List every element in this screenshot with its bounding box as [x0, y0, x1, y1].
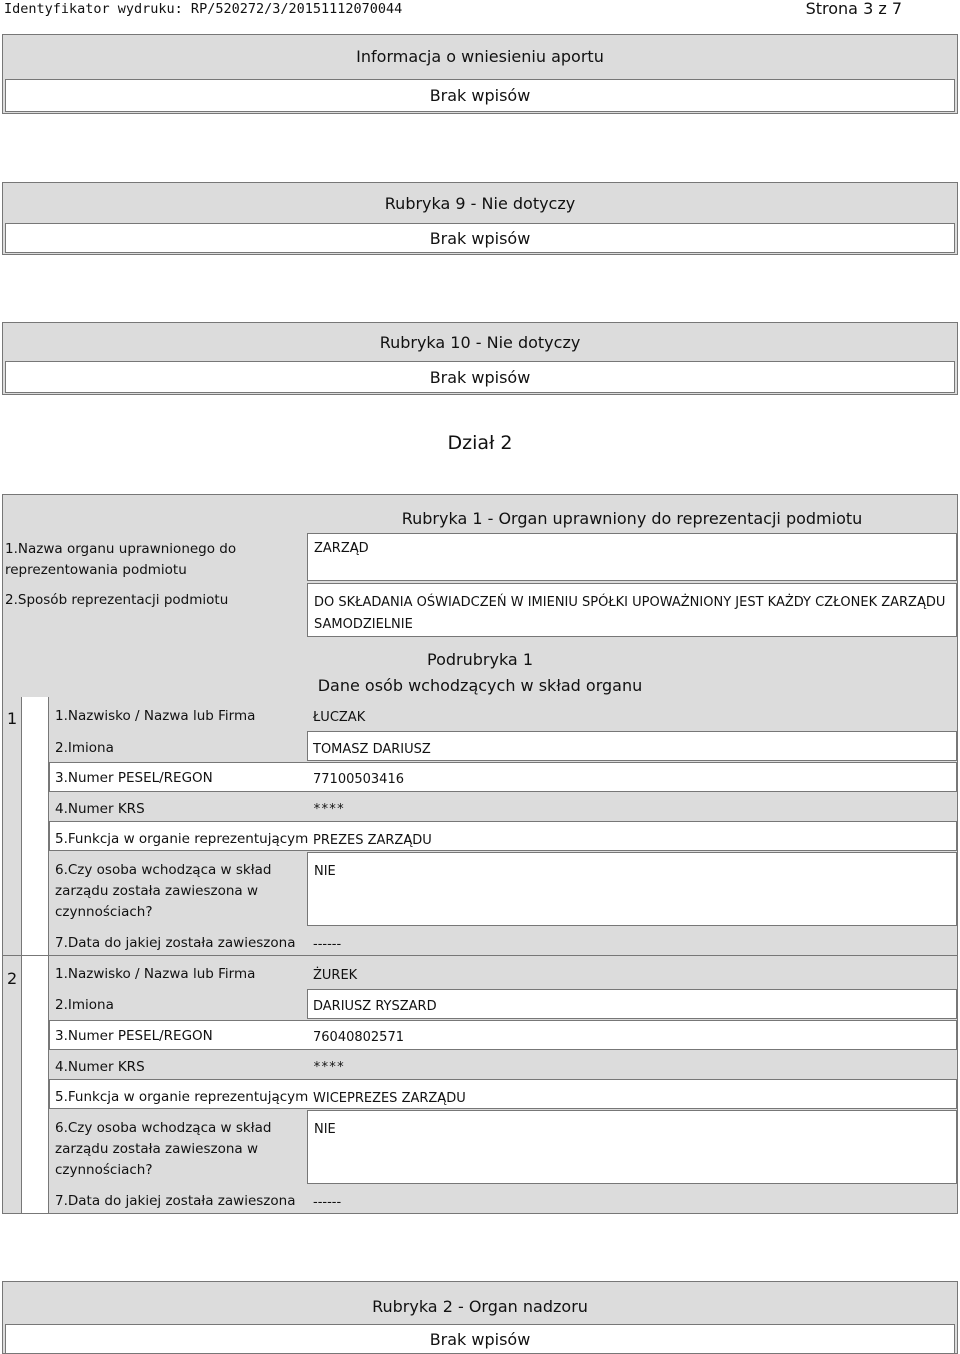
rubryka1-section [2, 494, 958, 1214]
nazwisko-label: 1.Nazwisko / Nazwa lub Firma [55, 708, 256, 724]
nazwisko-value: ŻUREK [313, 968, 358, 983]
rubryka9-section [2, 182, 958, 255]
krs-label: 4.Numer KRS [55, 1059, 145, 1075]
person-row-gap [21, 956, 49, 1213]
data-zawieszenia-label: 7.Data do jakiej została zawieszona [55, 1193, 296, 1209]
aport-section [2, 34, 958, 114]
data-zawieszenia-label: 7.Data do jakiej została zawieszona [55, 935, 296, 951]
representation-value-box [307, 583, 957, 637]
organ-name-label: 1.Nazwa organu uprawnionego do reprezentowania podmiotu [5, 541, 237, 578]
data-zawieszenia-value: ------ [313, 937, 342, 952]
pesel-value: 76040802571 [313, 1030, 404, 1045]
rubryka2-content: Brak wpisów [5, 1324, 955, 1354]
pesel-value: 77100503416 [313, 772, 404, 787]
funkcja-value: PREZES ZARZĄDU [313, 833, 432, 848]
organ-name-value: ZARZĄD [314, 541, 369, 556]
aport-title: Informacja o wniesieniu aportu [356, 46, 604, 66]
zawieszona-label: 6.Czy osoba wchodząca w skład zarządu została zawieszona w czynnościach? [55, 1120, 272, 1178]
representation-value: DO SKŁADANIA OŚWIADCZEŃ W IMIENIU SPÓŁKI UPOWAŻNIONY JEST KAŻDY CZŁONEK ZARZĄDU SAMODZIELNIE [314, 595, 946, 632]
zawieszona-box [307, 1110, 957, 1184]
imiona-value: DARIUSZ RYSZARD [313, 999, 437, 1014]
person-row-gap [21, 697, 49, 955]
funkcja-label: 5.Funkcja w organie reprezentującym [55, 1089, 309, 1105]
krs-value: **** [313, 1060, 345, 1075]
data-zawieszenia-value: ------ [313, 1195, 342, 1210]
zawieszona-label: 6.Czy osoba wchodząca w skład zarządu została zawieszona w czynnościach? [55, 862, 272, 920]
krs-value: **** [313, 802, 345, 817]
imiona-label: 2.Imiona [55, 740, 114, 756]
representation-label: 2.Sposób reprezentacji podmiotu [5, 592, 229, 608]
podrubryka-title: Podrubryka 1 [427, 649, 533, 669]
rubryka10-content: Brak wpisów [5, 361, 955, 393]
zawieszona-value: NIE [314, 864, 336, 879]
rubryka9-title: Rubryka 9 - Nie dotyczy [384, 193, 576, 213]
funkcja-value: WICEPREZES ZARZĄDU [313, 1091, 466, 1106]
imiona-label: 2.Imiona [55, 997, 114, 1013]
pesel-label: 3.Numer PESEL/REGON [55, 1028, 213, 1044]
page-number: Strona 3 z 7 [805, 0, 902, 18]
nazwisko-value: ŁUCZAK [313, 710, 366, 725]
podrubryka-subtitle: Dane osób wchodzących w skład organu [317, 675, 643, 695]
rubryka9-content: Brak wpisów [5, 223, 955, 253]
krs-label: 4.Numer KRS [55, 801, 145, 817]
print-identifier: Identyfikator wydruku: RP/520272/3/20151112070044 [4, 1, 403, 17]
zawieszona-value: NIE [314, 1122, 336, 1137]
rubryka10-title: Rubryka 10 - Nie dotyczy [379, 332, 581, 352]
person-number: 1 [7, 709, 18, 728]
person-divider [3, 955, 957, 956]
rubryka1-title: Rubryka 1 - Organ uprawniony do reprezentacji podmiotu [401, 508, 863, 528]
pesel-label: 3.Numer PESEL/REGON [55, 770, 213, 786]
zawieszona-box [307, 852, 957, 926]
rubryka2-title: Rubryka 2 - Organ nadzoru [372, 1296, 588, 1316]
person-number: 2 [7, 969, 18, 988]
rubryka2-section [2, 1281, 958, 1354]
aport-content: Brak wpisów [5, 79, 955, 112]
dzial-title: Dział 2 [447, 432, 513, 454]
nazwisko-label: 1.Nazwisko / Nazwa lub Firma [55, 966, 256, 982]
funkcja-label: 5.Funkcja w organie reprezentującym [55, 831, 309, 847]
imiona-value: TOMASZ DARIUSZ [313, 742, 431, 757]
organ-name-value-box [307, 533, 957, 581]
rubryka10-section [2, 322, 958, 395]
